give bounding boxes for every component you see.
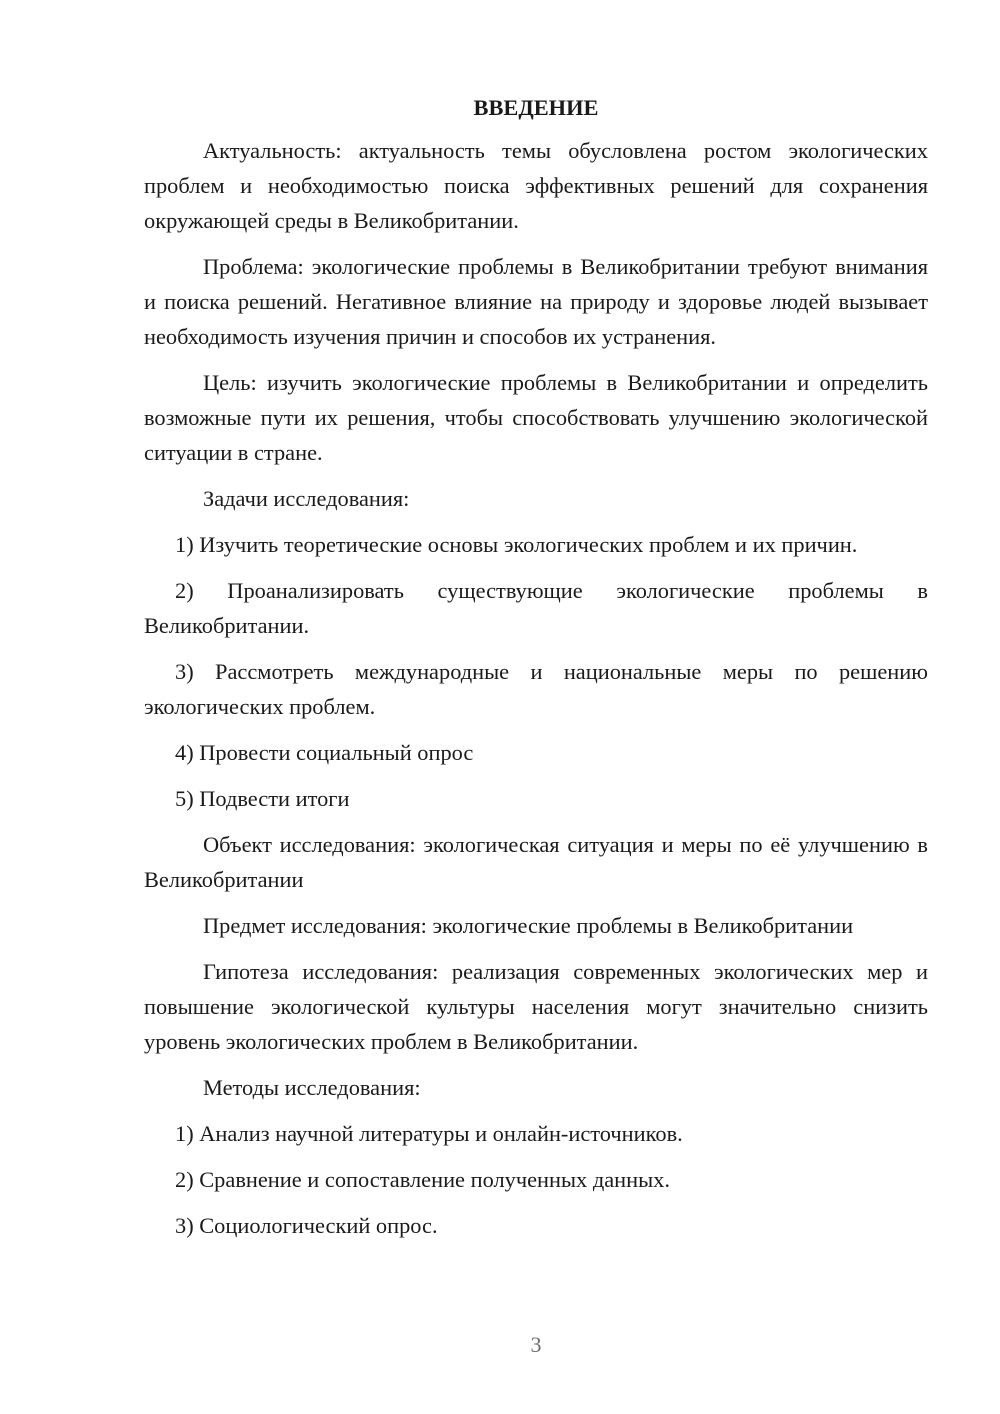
object-paragraph: Объект исследования: экологическая ситуация и меры по её улучшению в Великобритании [144,832,928,892]
relevance-paragraph: Актуальность: актуальность темы обусловлена ростом экологических проблем и необходимостью поиска эффективных решений для сохранения окружающей среды в Великобритании. [144,138,928,233]
method-item-2: 2) Сравнение и сопоставление полученных данных. [175,1167,670,1192]
tasks-heading: Задачи исследования: [203,486,410,511]
problem-paragraph: Проблема: экологические проблемы в Великобритании требуют внимания и поиска решений. Негативное влияние на природу и здоровье людей вызывает необходимость изучения причин и способов их устранения. [144,254,928,349]
page-title: ВВЕДЕНИЕ [473,95,599,120]
hypothesis-paragraph: Гипотеза исследования: реализация современных экологических мер и повышение экологической культуры населения могут значительно снизить уровень экологических проблем в Великобритании. [144,959,928,1054]
goal-paragraph: Цель: изучить экологические проблемы в Великобритании и определить возможные пути их решения, чтобы способствовать улучшению экологической ситуации в стране. [144,370,928,465]
methods-heading: Методы исследования: [203,1075,421,1100]
page-number: 3 [530,1332,542,1357]
task-item-1: 1) Изучить теоретические основы экологических проблем и их причин. [175,532,858,557]
task-item-3: 3) Рассмотреть международные и национальные меры по решению экологических проблем. [144,659,928,719]
task-item-5: 5) Подвести итоги [175,786,350,811]
subject-paragraph: Предмет исследования: экологические проблемы в Великобритании [203,913,854,938]
method-item-3: 3) Социологический опрос. [175,1213,438,1238]
task-item-4: 4) Провести социальный опрос [175,740,474,765]
task-item-2: 2) Проанализировать существующие экологические проблемы в Великобритании. [144,578,928,638]
document-page [144,90,928,1254]
method-item-1: 1) Анализ научной литературы и онлайн-источников. [175,1121,683,1146]
